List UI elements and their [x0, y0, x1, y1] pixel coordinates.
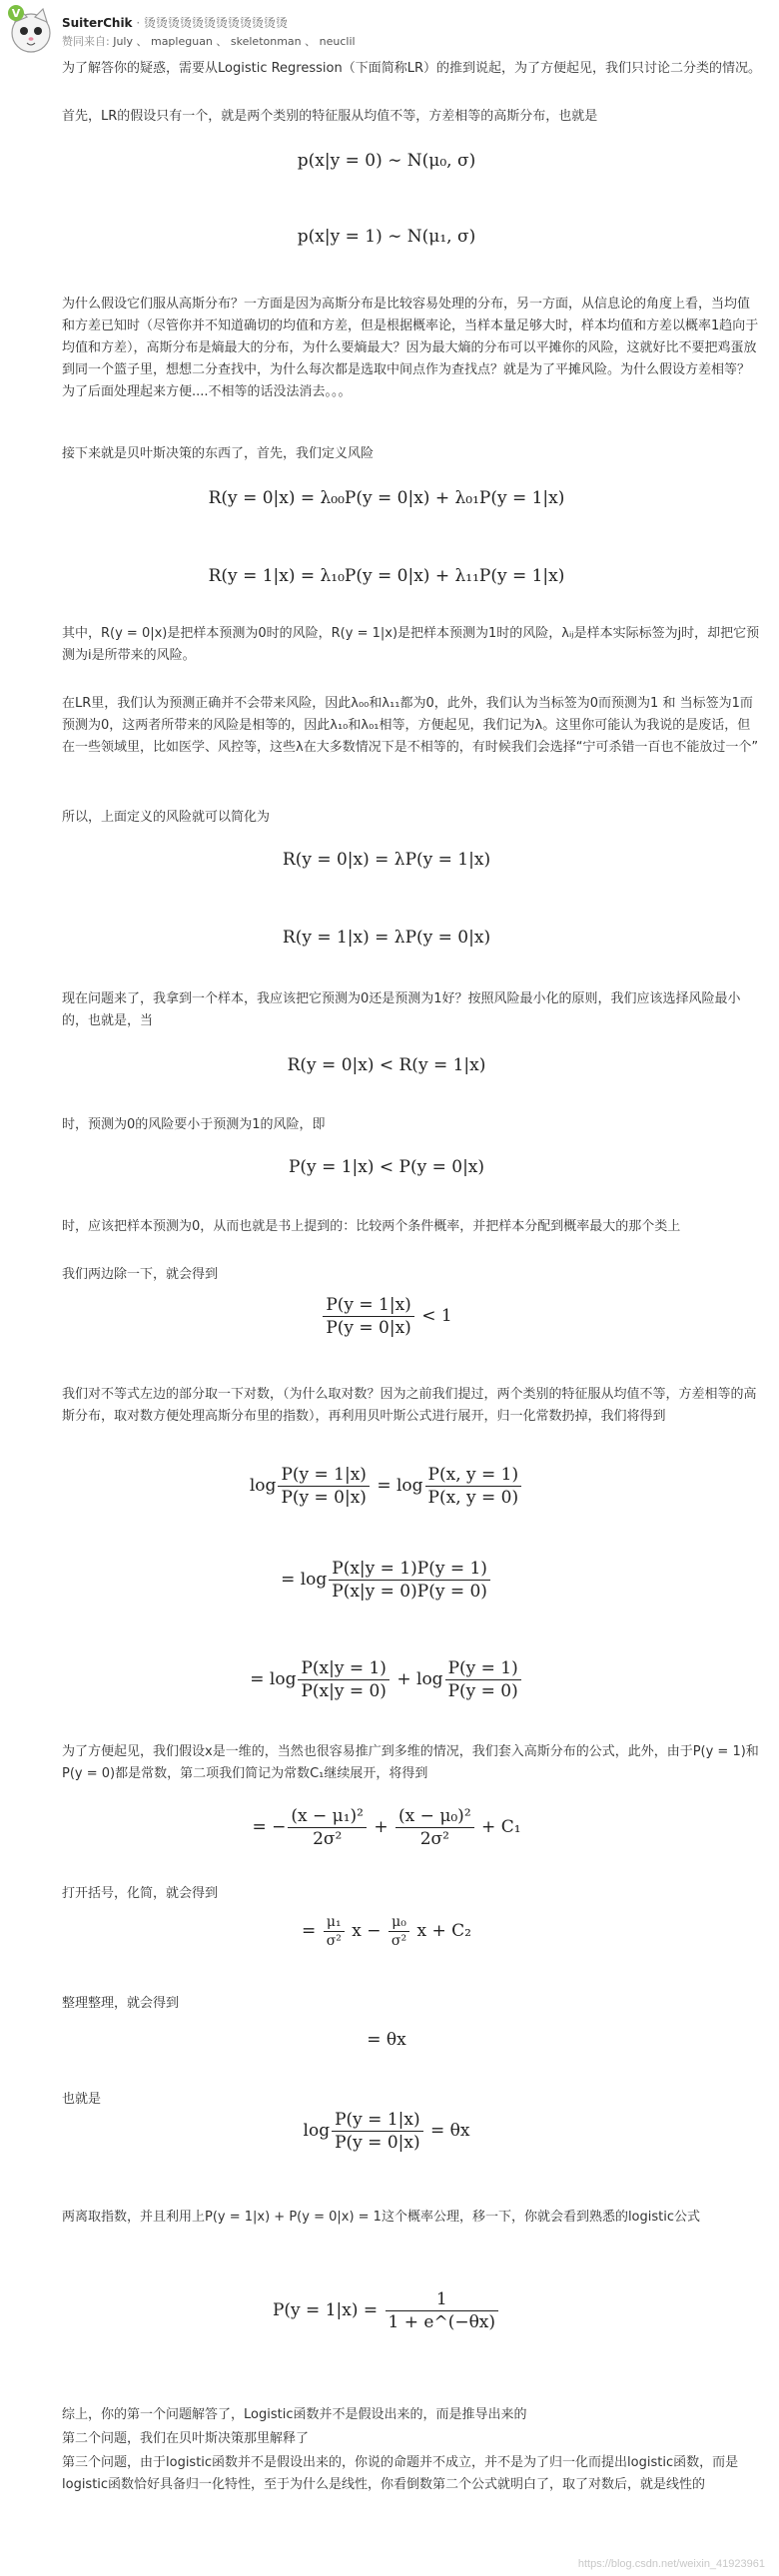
equation-log-bayes: = log $\frac{P(x|y = 1)P(y = 1)}{P(x|y = 0)P(y = 0)}$: [62, 1558, 711, 1603]
paragraph-conclusion-2: 第二个问题，我们在贝叶斯决策那里解释了: [62, 2431, 310, 2446]
equation-logistic: P(y = 1|x) = $\frac{1}{1 + e\^{}(-\theta x)}$: [62, 2288, 711, 2333]
author-line: [62, 14, 288, 31]
cat-avatar-icon: [6, 4, 56, 54]
equation-p-x-y0: p(x|y = 0) ∼ N(μ₀, σ): [297, 151, 476, 171]
paragraph-intro: 为了解答你的疑惑，需要从Logistic Regression（下面简称LR）的推到说起，为了方便起见，我们只讨论二分类的情况。: [62, 61, 761, 76]
author-tagline: 烫烫烫烫烫烫烫烫烫烫烫烫: [144, 16, 289, 30]
equation-theta-x: = θx: [367, 2030, 406, 2050]
paragraph-rearrange: 整理整理，就会得到: [62, 1996, 180, 2011]
equation-ratio-less-one: $\frac{P(y = 1|x)}{P(y = 0|x)}$ < 1: [62, 1294, 711, 1339]
paragraph-predict-zero: 时，应该把样本预测为0，从而也就是书上提到的：比较两个条件概率，并把样本分配到概率最大的那个类上: [62, 1219, 681, 1234]
equation-risk-y0: R(y = 0|x) = λ₀₀P(y = 0|x) + λ₀₁P(y = 1|x): [208, 488, 565, 508]
paragraph-define-risk: 接下来就是贝叶斯决策的东西了，首先，我们定义风险: [62, 446, 375, 461]
paragraph-gaussian-plug: 为了方便起见，我们假设x是一维的，当然也很容易推广到多维的情况，我们套入高斯分布的公式，此外，由于P(y = 1)和P(y = 0)都是常数，第二项我们简记为常数C₁继续展开，将得到: [62, 1744, 759, 1781]
fraction-ratio: $\frac{P(y = 1|x)}{P(y = 0|x)}$: [323, 1294, 414, 1339]
paragraph-lambda: 在LR里，我们认为预测正确并不会带来风险，因此λ₀₀和λ₁₁都为0，此外，我们认为当标签为0而预测为1 和 当标签为1而预测为0，这两者所带来的风险是相等的，因此λ₁₀和λ₀₁相等，方便起见，我们记为λ。这里你可能认为我说的是废话，但在一些领域里，比如医学、风控等，这些λ在大多数情况下是不相等的，有时候我们会选择“宁可杀错一百也不能放过一个”: [62, 696, 759, 755]
equation-gaussian-expand: = − $\frac{\text{(x − μ₁)²}}{\text{2σ²}}$ + $\frac{\text{(x − μ₀)²}}{\text{2σ²}}$ + C₁: [252, 1806, 521, 1849]
paragraph-decision: 现在问题来了，我拿到一个样本，我应该把它预测为0还是预测为1好？按照风险最小化的原则，我们应该选择风险最小的，也就是，当: [62, 991, 741, 1028]
paragraph-assumption: 首先，LR的假设只有一个，就是两个类别的特征服从均值不等，方差相等的高斯分布，也就是: [62, 109, 598, 124]
agree-label: 赞同来自:: [62, 35, 114, 48]
equation-log-ratio: log $\frac{P(y = 1|x)}{P(y = 0|x)}$ = log $\frac{P(x, y = 1)}{P(x, y = 0)}$: [62, 1464, 711, 1509]
paragraph-that-is: 也就是: [62, 2092, 102, 2107]
equation-p-x-y1: p(x|y = 1) ∼ N(μ₁, σ): [297, 227, 476, 247]
paragraph-simplify-brackets: 打开括号，化简，就会得到: [62, 1886, 219, 1901]
equation-simplified-risk-y0: R(y = 0|x) = λP(y = 1|x): [282, 850, 491, 870]
paragraph-exponentiate: 两离取指数，并且利用上P(y = 1|x) + P(y = 0|x) = 1这个概率公理，移一下，你就会看到熟悉的logistic公式: [62, 2210, 700, 2225]
agree-line: [62, 33, 356, 49]
equation-simplified-risk-y1: R(y = 1|x) = λP(y = 0|x): [282, 928, 491, 948]
paragraph-risk-smaller: 时，预测为0的风险要小于预测为1的风险，即: [62, 1117, 326, 1132]
paragraph-divide: 我们两边除一下，就会得到: [62, 1267, 219, 1282]
equation-prob-compare: P(y = 1|x) < P(y = 0|x): [288, 1157, 485, 1177]
paragraph-risk-meaning: 其中，R(y = 0|x)是把样本预测为0时的风险，R(y = 1|x)是把样本预测为1时的风险，λᵢⱼ是样本实际标签为j时，却把它预测为i是所带来的风险。: [62, 626, 760, 663]
paragraph-conclusion-3: 第三个问题，由于logistic函数并不是假设出来的，你说的命题并不成立，并不是为了归一化而提出logistic函数，而是logistic函数恰好具备归一化特性，至于为什么是线性，你看倒数第二个公式就明白了，取了对数后，就是线性的: [62, 2455, 739, 2492]
svg-text:V: V: [11, 7, 21, 20]
avatar[interactable]: [6, 4, 56, 54]
equation-linear-form: = $\frac{\text{μ₁}}{\text{σ²}}$ x − $\frac{\text{μ₀}}{\text{σ²}}$ x + C₂: [302, 1914, 471, 1949]
agree-users[interactable]: July 、 mapleguan 、 skeletonman 、 neuclil: [113, 35, 356, 48]
author-separator: ·: [132, 16, 144, 30]
watermark: https://blog.csdn.net/weixin_41923961: [577, 2558, 765, 2570]
paragraph-simplify: 所以，上面定义的风险就可以简化为: [62, 810, 271, 825]
paragraph-take-log: 我们对不等式左边的部分取一下对数，（为什么取对数？因为之前我们提过，两个类别的特征服从均值不等，方差相等的高斯分布，取对数方便处理高斯分布里的指数），再利用贝叶斯公式进行展开，归一化常数扔掉，我们将得到: [62, 1387, 757, 1424]
paragraph-why-gaussian: 为什么假设它们服从高斯分布？一方面是因为高斯分布是比较容易处理的分布，另一方面，从信息论的角度上看，当均值和方差已知时（尽管你并不知道确切的均值和方差，但是根据概率论，当样本量足够大时，样本均值和方差以概率1趋向于均值和方差），高斯分布是熵最大的分布，为什么要熵最大？因为最大熵的分布可以平摊你的风险，这就好比不要把鸡蛋放到同一个篮子里，想想二分查找中，为什么每次都是选取中间点作为查找点？就是为了平摊风险。为什么假设方差相等？为了后面处理起来方便....不相等的话没法消去。。。: [62, 297, 759, 399]
equation-risk-compare: R(y = 0|x) < R(y = 1|x): [287, 1055, 486, 1075]
equation-risk-y1: R(y = 1|x) = λ₁₀P(y = 0|x) + λ₁₁P(y = 1|x): [208, 566, 565, 586]
equation-log-odds-theta: log $\frac{P(y = 1|x)}{P(y = 0|x)}$ = θx: [303, 2110, 470, 2153]
author-name[interactable]: SuiterChik: [62, 16, 133, 30]
answer-header: [0, 0, 779, 56]
equation-log-split: = log $\frac{P(x|y = 1)}{P(x|y = 0)}$ + log $\frac{P(y = 1)}{P(y = 0)}$: [62, 1657, 711, 1702]
paragraph-conclusion-1: 综上，你的第一个问题解答了，Logistic函数并不是假设出来的，而是推导出来的: [62, 2407, 527, 2422]
